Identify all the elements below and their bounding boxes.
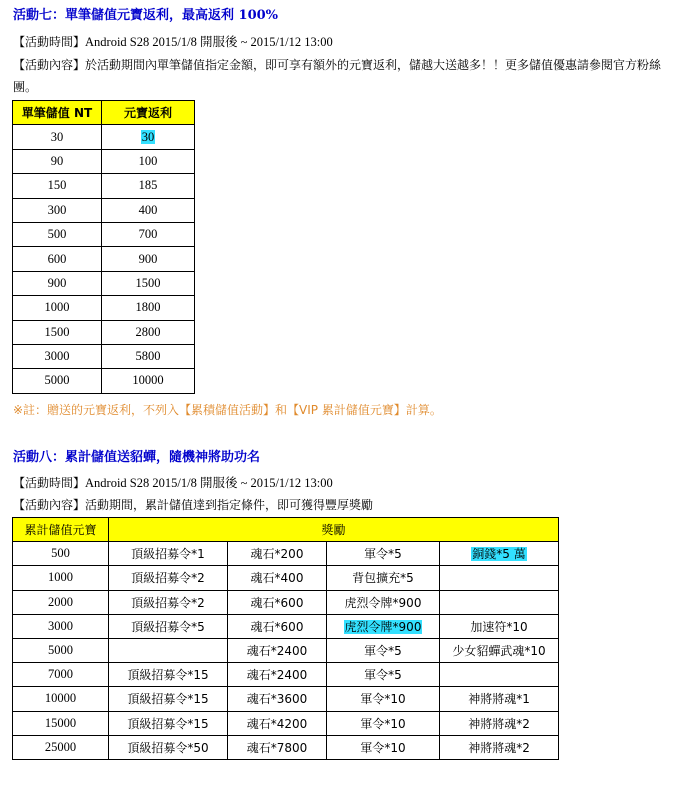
table-row bbox=[13, 638, 559, 662]
rebate-cell: 900 bbox=[102, 247, 195, 271]
reward-cell bbox=[440, 590, 559, 614]
event7-time-value: Android S28 2015/1/8 開服後 ~ 2015/1/12 13:00 bbox=[85, 35, 333, 49]
rebate-cell: 100 bbox=[102, 149, 195, 173]
reward-cell: 軍令*5 bbox=[327, 663, 440, 687]
reward-cell: 魂石*7800 bbox=[228, 735, 327, 759]
reward-cell: 軍令*10 bbox=[327, 735, 440, 759]
reward-cell: 魂石*4200 bbox=[228, 711, 327, 735]
highlighted-reward: 銅錢*5 萬 bbox=[472, 547, 526, 562]
event7-note: ※註：贈送的元寶返利，不列入【累積儲值活動】和【VIP 累計儲值元寶】計算。 bbox=[13, 403, 442, 417]
reward-cell: 頂級招募令*15 bbox=[109, 663, 228, 687]
reward-cell: 虎烈令牌*900 bbox=[327, 590, 440, 614]
reward-cell bbox=[440, 542, 559, 566]
rebate-cell: 700 bbox=[102, 222, 195, 246]
amount-cell: 15000 bbox=[13, 711, 109, 735]
event7-title: 活動七：單筆儲值元寶返利，最高返利 100% bbox=[13, 8, 279, 23]
table-row bbox=[13, 711, 559, 735]
amount-cell: 30 bbox=[13, 125, 102, 149]
table-row bbox=[13, 566, 559, 590]
amount-cell: 10000 bbox=[13, 687, 109, 711]
amount-cell: 3000 bbox=[13, 344, 102, 368]
amount-cell: 500 bbox=[13, 222, 102, 246]
event8-time bbox=[13, 475, 333, 491]
reward-cell: 頂級招募令*1 bbox=[109, 542, 228, 566]
amount-cell: 600 bbox=[13, 247, 102, 271]
reward-cell: 頂級招募令*50 bbox=[109, 735, 228, 759]
header-rebate: 元寶返利 bbox=[102, 101, 195, 125]
reward-cell: 魂石*3600 bbox=[228, 687, 327, 711]
amount-cell: 7000 bbox=[13, 663, 109, 687]
reward-cell bbox=[109, 638, 228, 662]
amount-cell: 300 bbox=[13, 198, 102, 222]
event8-reward-table bbox=[12, 517, 559, 760]
table-row bbox=[13, 344, 195, 368]
rebate-cell bbox=[102, 125, 195, 149]
table-row bbox=[13, 369, 195, 393]
table-row bbox=[13, 149, 195, 173]
event7-content: 【活動內容】於活動期間內單筆儲值指定金額，即可享有額外的元寶返利，儲越大送越多！！更多儲值優惠請參閱官方粉絲團。 bbox=[13, 58, 662, 94]
reward-cell: 魂石*2400 bbox=[228, 663, 327, 687]
event7-time-label: 【活動時間】 bbox=[13, 35, 86, 49]
rebate-cell: 10000 bbox=[102, 369, 195, 393]
event8-time-label: 【活動時間】 bbox=[13, 476, 86, 490]
reward-cell: 軍令*5 bbox=[327, 638, 440, 662]
reward-cell: 魂石*600 bbox=[228, 590, 327, 614]
reward-cell: 頂級招募令*15 bbox=[109, 687, 228, 711]
reward-cell: 軍令*10 bbox=[327, 711, 440, 735]
amount-cell: 5000 bbox=[13, 369, 102, 393]
table-row bbox=[13, 590, 559, 614]
event8-title: 活動八：累計儲值送貂蟬，隨機神將助功名 bbox=[13, 450, 261, 465]
amount-cell: 1500 bbox=[13, 320, 102, 344]
event7-time bbox=[13, 34, 333, 50]
amount-cell: 150 bbox=[13, 174, 102, 198]
amount-cell: 90 bbox=[13, 149, 102, 173]
event8-time-value: Android S28 2015/1/8 開服後 ~ 2015/1/12 13:00 bbox=[85, 476, 333, 490]
table-row bbox=[13, 222, 195, 246]
header-amount: 單筆儲值 NT bbox=[13, 101, 102, 125]
reward-cell: 軍令*5 bbox=[327, 542, 440, 566]
table-row bbox=[13, 663, 559, 687]
table-row bbox=[13, 614, 559, 638]
reward-cell: 少女貂蟬武魂*10 bbox=[440, 638, 559, 662]
table-row bbox=[13, 320, 195, 344]
table-row bbox=[13, 687, 559, 711]
reward-cell: 魂石*400 bbox=[228, 566, 327, 590]
table-row bbox=[13, 296, 195, 320]
table-row bbox=[13, 198, 195, 222]
amount-cell: 900 bbox=[13, 271, 102, 295]
rebate-cell: 2800 bbox=[102, 320, 195, 344]
table-header-row bbox=[13, 518, 559, 542]
reward-cell: 神將將魂*2 bbox=[440, 735, 559, 759]
event8-content: 【活動內容】活動期間，累計儲值達到指定條件，即可獲得豐厚獎勵 bbox=[13, 498, 374, 512]
reward-cell: 魂石*2400 bbox=[228, 638, 327, 662]
header-reward: 獎勵 bbox=[109, 518, 559, 542]
table-row bbox=[13, 247, 195, 271]
table-row bbox=[13, 735, 559, 759]
rebate-cell: 400 bbox=[102, 198, 195, 222]
rebate-cell: 5800 bbox=[102, 344, 195, 368]
table-row bbox=[13, 271, 195, 295]
reward-cell: 神將將魂*2 bbox=[440, 711, 559, 735]
rebate-cell: 185 bbox=[102, 174, 195, 198]
table-header-row bbox=[13, 101, 195, 125]
table-row bbox=[13, 125, 195, 149]
reward-cell: 頂級招募令*2 bbox=[109, 566, 228, 590]
amount-cell: 5000 bbox=[13, 638, 109, 662]
rebate-cell: 1500 bbox=[102, 271, 195, 295]
rebate-cell: 1800 bbox=[102, 296, 195, 320]
amount-cell: 500 bbox=[13, 542, 109, 566]
amount-cell: 3000 bbox=[13, 614, 109, 638]
reward-cell bbox=[440, 566, 559, 590]
table-row bbox=[13, 174, 195, 198]
reward-cell: 魂石*200 bbox=[228, 542, 327, 566]
amount-cell: 1000 bbox=[13, 296, 102, 320]
reward-cell: 背包擴充*5 bbox=[327, 566, 440, 590]
reward-cell bbox=[440, 663, 559, 687]
header-amount: 累計儲值元寶 bbox=[13, 518, 109, 542]
reward-cell: 頂級招募令*2 bbox=[109, 590, 228, 614]
event7-rebate-table bbox=[12, 100, 195, 394]
highlighted-rebate: 30 bbox=[141, 129, 155, 144]
reward-cell bbox=[327, 614, 440, 638]
amount-cell: 2000 bbox=[13, 590, 109, 614]
reward-cell: 頂級招募令*15 bbox=[109, 711, 228, 735]
reward-cell: 神將將魂*1 bbox=[440, 687, 559, 711]
reward-cell: 頂級招募令*5 bbox=[109, 614, 228, 638]
highlighted-reward: 虎烈令牌*900 bbox=[344, 619, 422, 634]
amount-cell: 25000 bbox=[13, 735, 109, 759]
reward-cell: 加速符*10 bbox=[440, 614, 559, 638]
reward-cell: 軍令*10 bbox=[327, 687, 440, 711]
reward-cell: 魂石*600 bbox=[228, 614, 327, 638]
amount-cell: 1000 bbox=[13, 566, 109, 590]
table-row bbox=[13, 542, 559, 566]
